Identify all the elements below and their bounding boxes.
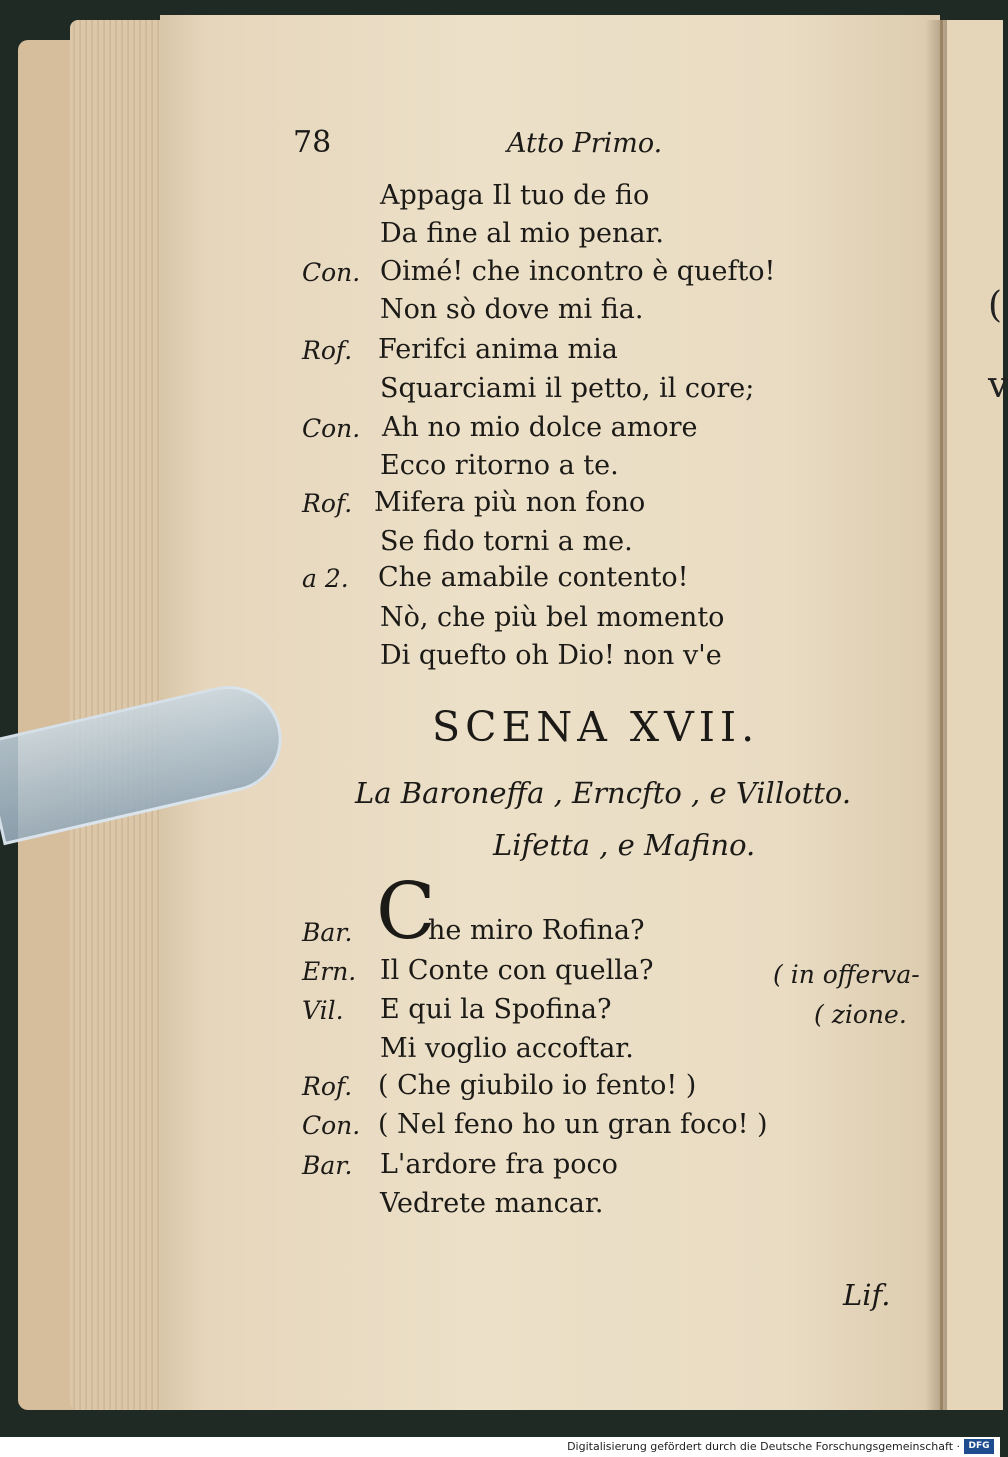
speaker-label: Rof. — [302, 1072, 353, 1101]
speaker-label: Vil. — [302, 996, 344, 1025]
verse-line: Ah no mio dolce amore — [382, 412, 698, 443]
scene-cast-line: Lifetta , e Mafino. — [493, 828, 756, 862]
verse-line: Di quefto oh Dio! non v'e — [380, 640, 722, 671]
verse-line: L'ardore fra poco — [380, 1149, 618, 1180]
verse-line: Ferifci anima mia — [378, 334, 618, 365]
facing-page — [940, 20, 1008, 1410]
verse-line: Il Conte con quella? — [380, 955, 654, 986]
scene-title: SCENA XVII. — [432, 703, 760, 751]
speaker-label: Ern. — [302, 957, 357, 986]
verse-line: Da fine al mio penar. — [380, 218, 664, 249]
verse-line: Appaga Il tuo de fio — [380, 180, 650, 211]
verse-line: Oimé! che incontro è quefto! — [380, 256, 776, 287]
verse-line: Se fido torni a me. — [380, 526, 633, 557]
facing-page-fragment: ( — [988, 285, 1003, 326]
catchword: Lif. — [843, 1278, 891, 1312]
verse-line: Squarciami il petto, il core; — [380, 373, 755, 404]
verse-line: Vedrete mancar. — [380, 1188, 604, 1219]
drop-capital: C — [376, 867, 436, 957]
stage-direction: ( in offerva- — [773, 960, 920, 989]
verse-line: Mifera più non fono — [374, 487, 646, 518]
verse-line: ( Nel feno ho un gran foco! ) — [378, 1109, 768, 1140]
speaker-label: Con. — [302, 414, 361, 443]
verse-line: Mi voglio accoftar. — [380, 1033, 634, 1064]
verse-line: E qui la Spofina? — [380, 994, 612, 1025]
verse-line: Che amabile contento! — [378, 562, 689, 593]
verse-line: Nò, che più bel momento — [380, 602, 725, 633]
speaker-label: Rof. — [302, 489, 353, 518]
verse-line: ( Che giubilo io fento! ) — [378, 1070, 697, 1101]
stage-direction: ( zione. — [814, 1000, 907, 1029]
speaker-label: Bar. — [302, 918, 353, 947]
facing-page-fragment: v — [988, 365, 1008, 406]
verse-line: Non sò dove mi fia. — [380, 294, 644, 325]
speaker-label: Con. — [302, 1111, 361, 1140]
speaker-label: a 2. — [302, 564, 349, 593]
verse-line: he miro Rofina? — [428, 915, 645, 946]
footer-credit: Digitalisierung gefördert durch die Deutsche Forschungsgemeinschaft · — [567, 1440, 960, 1453]
scene-cast-line: La Baroneffa , Erncfto , e Villotto. — [355, 776, 852, 810]
gutter-shadow — [925, 20, 947, 1410]
digitization-footer — [0, 1437, 1000, 1457]
speaker-label: Bar. — [302, 1151, 353, 1180]
speaker-label: Rof. — [302, 336, 353, 365]
speaker-label: Con. — [302, 258, 361, 287]
dfg-logo: DFG — [964, 1439, 994, 1454]
verse-line: Ecco ritorno a te. — [380, 450, 619, 481]
page-number: 78 — [293, 125, 332, 160]
running-head: Atto Primo. — [507, 128, 663, 159]
